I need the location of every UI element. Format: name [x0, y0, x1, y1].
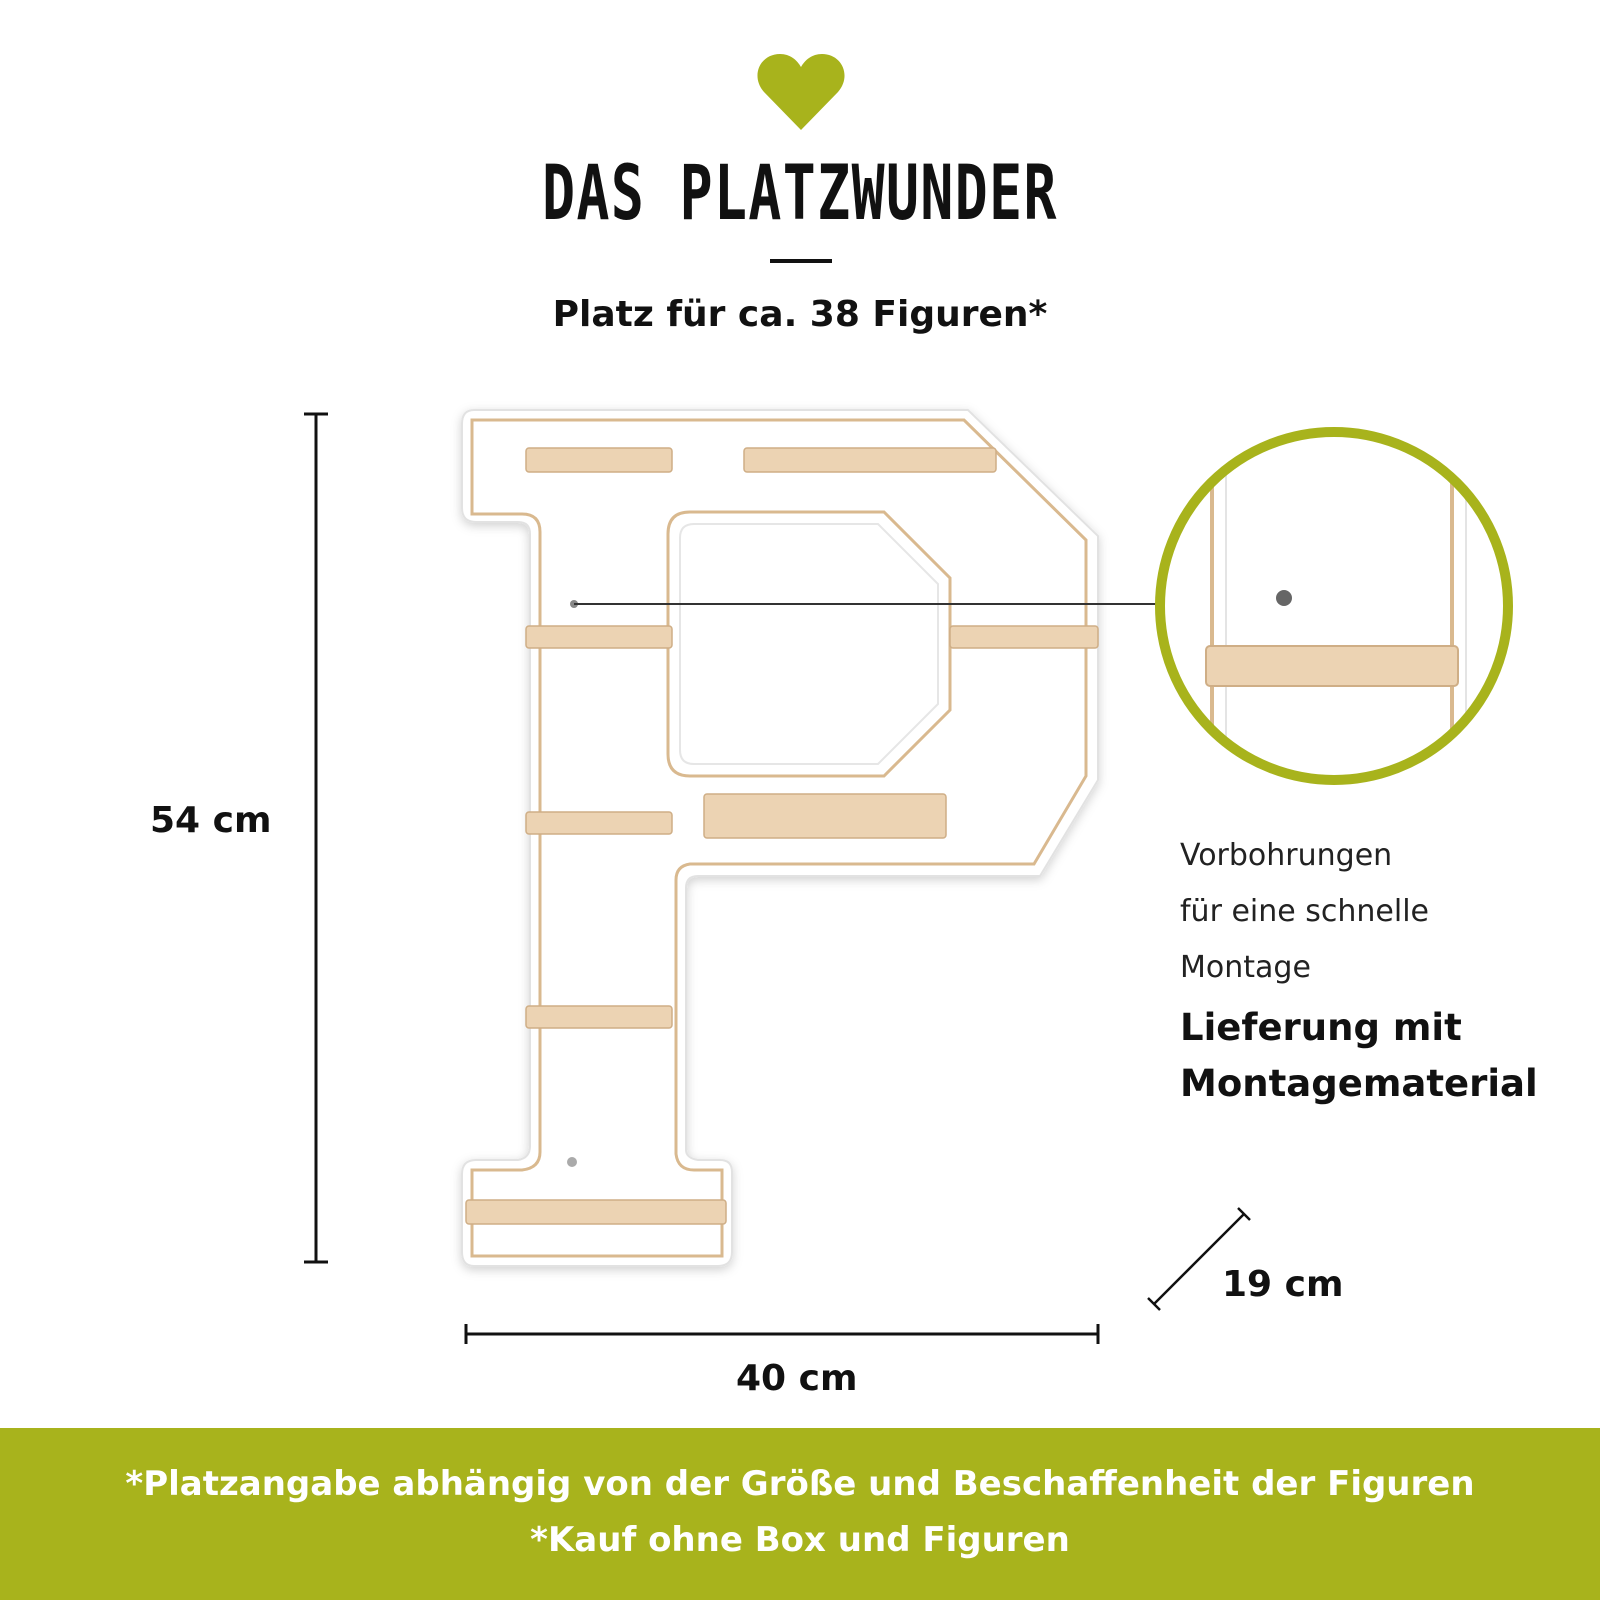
note-line: Montage — [1180, 950, 1311, 985]
predrilled-note — [1180, 828, 1429, 996]
footnote-size: *Platzangabe abhängig von der Größe und Beschaffenheit der Figuren — [125, 1464, 1475, 1504]
capacity-subtitle: Platz für ca. 38 Figuren* — [552, 294, 1048, 335]
detail-zoom-circle — [1160, 420, 1520, 800]
depth-label: 19 cm — [1222, 1264, 1344, 1305]
height-dimension-line — [304, 414, 328, 1262]
note-line: Vorbohrungen — [1180, 838, 1393, 873]
note-line: für eine schnelle — [1180, 894, 1429, 929]
delivery-line: Lieferung mit — [1180, 1006, 1462, 1049]
delivery-note — [1180, 1000, 1538, 1112]
height-label: 54 cm — [150, 800, 272, 841]
width-dimension-line — [466, 1324, 1098, 1344]
page-title: DAS PLATZWUNDER — [542, 148, 1058, 237]
width-label: 40 cm — [736, 1358, 858, 1399]
shelf-cutout — [668, 512, 950, 776]
footnote-purchase: *Kauf ohne Box und Figuren — [530, 1520, 1070, 1560]
footnote-banner — [0, 1428, 1600, 1600]
delivery-line: Montagematerial — [1180, 1062, 1538, 1105]
